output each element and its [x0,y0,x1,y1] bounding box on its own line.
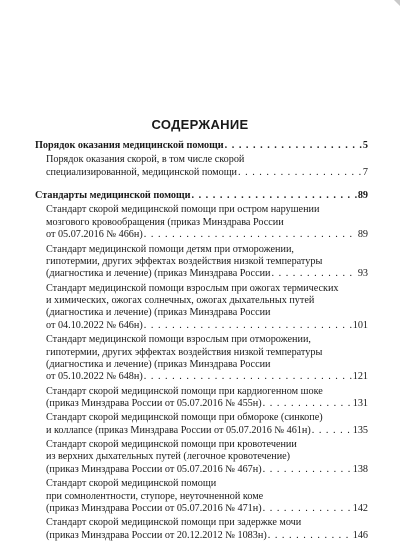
toc-page-number: 138 [352,463,368,475]
toc-entry-text: (приказ Минздрава России от 05.07.2016 № 455н) [46,398,262,410]
toc-section-heading [35,140,368,152]
toc-page-number: 135 [352,424,368,436]
toc-leader-row [46,167,368,179]
toc-entry-text: Порядок оказания скорой, в том числе скорой [46,154,245,166]
toc-entry-text: и коллапсе (приказ Минздрава России от 05.07.2016 № 461н) [46,424,311,436]
toc-entry-text: (диагностика и лечение) (приказ Минздрава России [46,307,271,319]
toc-page-number: 89 [357,190,368,202]
toc-page-number: 7 [362,166,368,178]
toc-dot-leader [272,268,357,280]
toc-item [35,204,368,241]
toc-dot-leader [238,167,362,179]
toc-page-number: 5 [362,140,368,151]
toc-item [35,412,368,437]
toc-entry-text: Стандарт скорой медицинской помощи при остром нарушении [46,204,320,216]
toc-page-number: 93 [357,268,368,280]
toc-entry-text: Стандарт медицинской помощи взрослым при отморожении, [46,334,311,346]
toc-entry-text: мозгового кровообращения (приказ Минздрава России [46,216,284,228]
toc-entry-text: (диагностика и лечение) (приказ Минздрава России [46,268,271,280]
toc-item [35,244,368,281]
toc-dot-leader [191,190,356,202]
table-of-contents [35,140,368,542]
toc-entry-text: Стандарт скорой медицинской помощи [46,478,217,490]
toc-page-number: 101 [352,319,368,331]
toc-item [35,334,368,384]
toc-leader-row [46,425,368,437]
toc-entry-text: от 05.07.2016 № 466н) [46,229,143,241]
toc-dot-leader [144,320,352,332]
toc-dot-leader [225,140,362,152]
toc-entry-text: Стандарт скорой медицинской помощи при задержке мочи [46,517,302,529]
toc-entry-text: при сомнолентности, ступоре, неуточненной коме [46,490,264,502]
toc-page-number: 121 [352,371,368,383]
toc-leader-row [46,464,368,476]
toc-leader-row [46,320,368,332]
toc-section [35,140,368,179]
toc-dot-leader [144,371,352,383]
toc-entry-text: гипотермии, других эффектах воздействия низкой температуры [46,346,323,358]
page-title: СОДЕРЖАНИЕ [151,117,249,132]
toc-leader-row [35,190,368,202]
toc-dot-leader [312,425,352,437]
toc-entry-text: Стандарт медицинской помощи детям при отморожении, [46,243,294,255]
toc-item [35,283,368,333]
toc-dot-leader [263,464,352,476]
toc-leader-row [46,530,368,542]
toc-entry-text: (приказ Минздрава России от 05.07.2016 № 471н) [46,502,262,514]
toc-section [35,190,368,542]
toc-page-number: 146 [352,529,368,541]
toc-entry-text: гипотермии, других эффектах воздействия низкой температуры [46,255,323,267]
toc-item [35,478,368,515]
toc-entry-text: Порядок оказания медицинской помощи [35,140,224,151]
toc-item [35,439,368,476]
toc-leader-row [46,371,368,383]
toc-entry-text: (приказ Минздрава России от 05.07.2016 № 467н) [46,463,262,475]
toc-dot-leader [263,503,352,515]
toc-entry-text: от 04.10.2022 № 646н) [46,319,143,331]
page-corner-fold [394,0,400,6]
toc-dot-leader [144,229,357,241]
toc-entry-text: (приказ Минздрава России от 20.12.2012 № 1083н) [46,529,267,541]
toc-leader-row [46,398,368,410]
toc-entry-text: от 05.10.2022 № 648н) [46,371,143,383]
toc-page-number: 131 [352,398,368,410]
toc-entry-text: специализированной, медицинской помощи [46,166,238,178]
toc-entry-text: (диагностика и лечение) (приказ Минздрава России [46,358,271,370]
toc-entry-text: Стандарт медицинской помощи взрослым при ожогах термических [46,282,339,294]
toc-page-number: 89 [357,229,368,241]
toc-dot-leader [268,530,352,542]
toc-entry-text: Стандарт скорой медицинской помощи при обмороке (синкопе) [46,412,323,424]
toc-entry-text: и химических, ожогах солнечных, ожогах дыхательных путей [46,295,315,307]
toc-entry-text: Стандарт скорой медицинской помощи при кардиогенном шоке [46,385,323,397]
toc-leader-row [35,140,368,152]
toc-entry-text: Стандарт скорой медицинской помощи при кровотечении [46,439,297,451]
toc-entry-text: Стандарты медицинской помощи [35,190,191,202]
toc-section-heading [35,190,368,202]
toc-leader-row [46,503,368,515]
toc-entry-text: из верхних дыхательных путей (легочное кровотечение) [46,451,291,463]
toc-item [35,154,368,179]
toc-item [35,386,368,411]
toc-page-number: 142 [352,502,368,514]
toc-leader-row [46,268,368,280]
toc-item [35,517,368,542]
toc-dot-leader [263,398,352,410]
toc-leader-row [46,229,368,241]
